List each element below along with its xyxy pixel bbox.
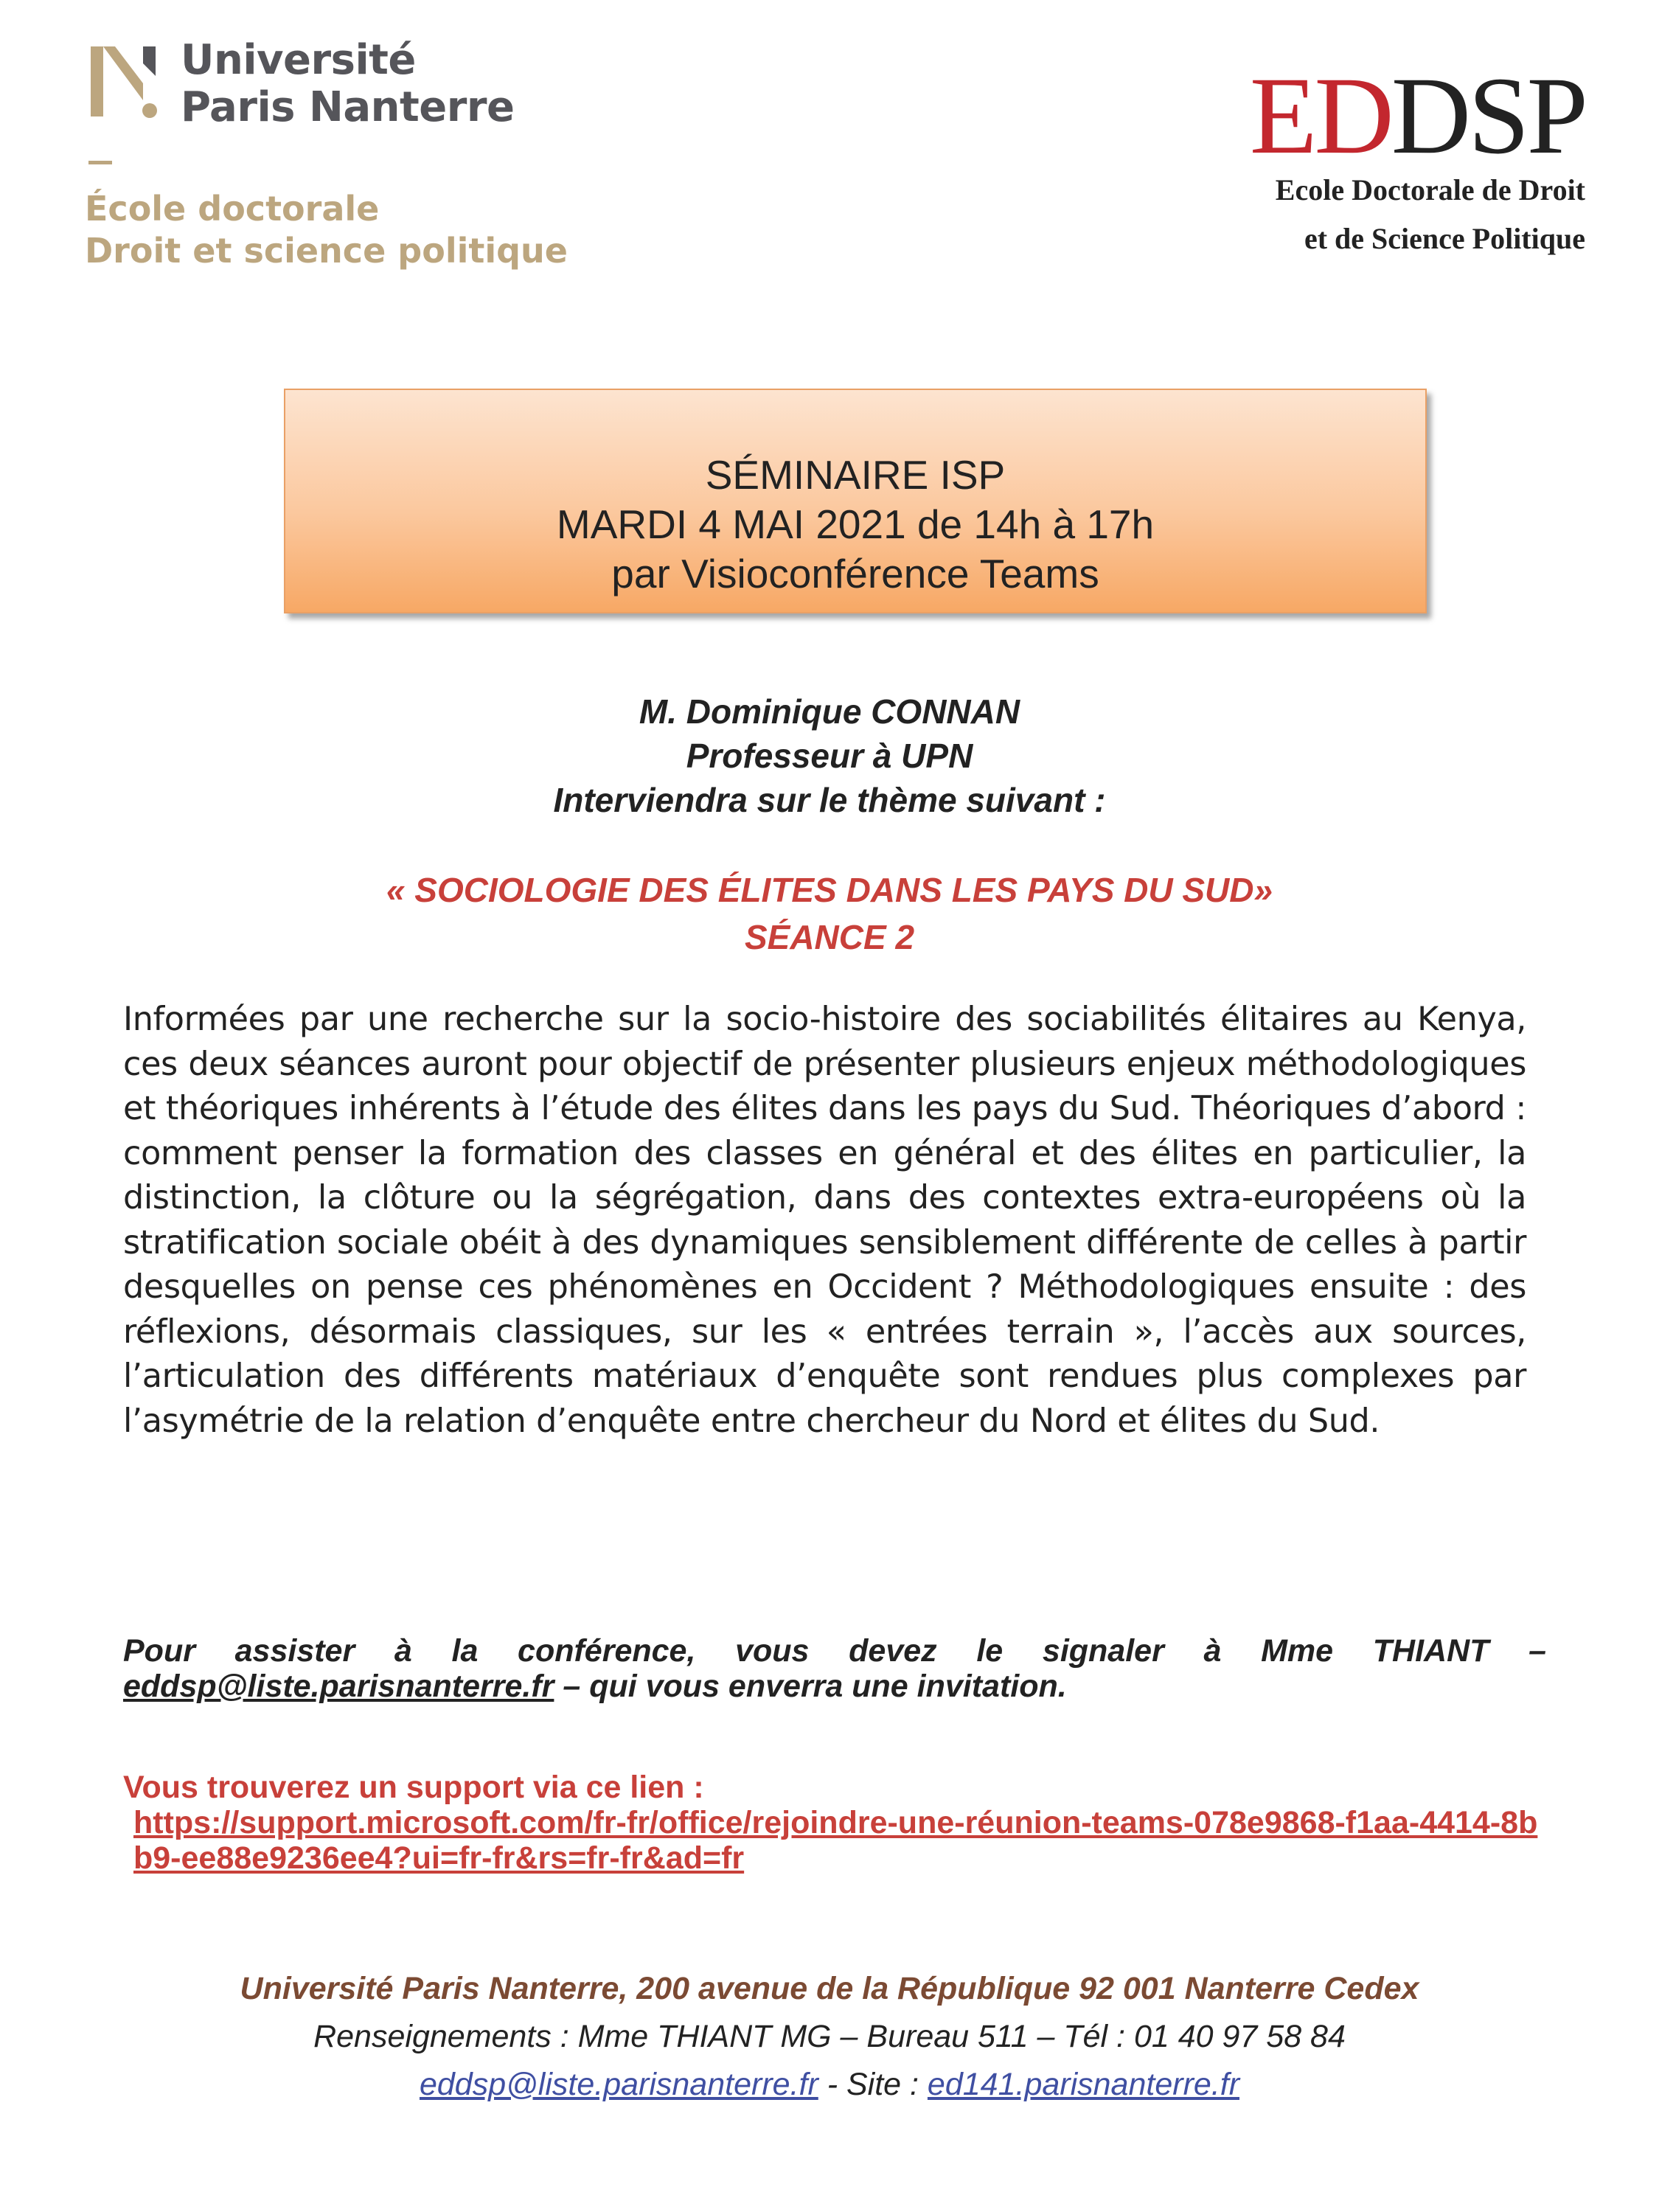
eddsp-subtitle-line1: Ecole Doctorale de Droit xyxy=(1275,173,1585,206)
support-intro: Vous trouverez un support via ce lien : xyxy=(123,1770,704,1805)
upn-emblem-icon xyxy=(87,43,168,124)
seminar-format: par Visioconférence Teams xyxy=(611,551,1099,597)
university-name: Université Paris Nanterre xyxy=(181,36,515,131)
seminar-date: MARDI 4 MAI 2021 de 14h à 17h xyxy=(556,501,1155,547)
university-logo xyxy=(81,36,568,280)
university-name-line2: Paris Nanterre xyxy=(181,83,515,131)
footer-email-link[interactable]: eddsp@liste.parisnanterre.fr xyxy=(419,2067,818,2102)
registration-line1: Pour assister à la conférence, vous devez le signaler à Mme THIANT – xyxy=(123,1633,1546,1669)
registration-note xyxy=(123,1633,1546,1704)
session-number: SÉANCE 2 xyxy=(744,918,915,956)
footer xyxy=(111,1965,1548,2109)
speaker-title: Professeur à UPN xyxy=(686,737,973,775)
eddsp-subtitle-line2: et de Science Politique xyxy=(1304,222,1585,255)
registration-email-link[interactable]: eddsp@liste.parisnanterre.fr xyxy=(123,1669,554,1704)
registration-line2 xyxy=(123,1669,1546,1704)
registration-line2-rest: – qui vous enverra une invitation. xyxy=(554,1669,1067,1704)
seminar-description: Informées par une recherche sur la socio-histoire des sociabilités élitaires au Kenya, ces deux séances auront pour objectif de présenter plusieurs enjeux méthodologiques et théoriques inhérents à l’étude des élites dans les pays du Sud. Théoriques d’abord : comment penser la formation des classes en général et des élites en particulier, la distinction, la clôture ou la ségrégation, dans des contextes extra-européens où la stratification sociale obéit à des dynamiques sensiblement différente de celles à partir desquelles on pense ces phénomènes en Occident ? Méthodologiques ensuite : des réflexions, désormais classiques, sur les « entrées terrain », l’accès aux sources, l’articulation des différents matériaux d’enquête sont rendues plus complexes par l’asymétrie de la relation d’enquête entre chercheur du Nord et élites du Sud. xyxy=(123,1001,1526,1440)
support-link[interactable]: https://support.microsoft.com/fr-fr/office/rejoindre-une-réunion-teams-078e9868-f1aa-4414-8bb9-ee88e9236ee4?ui=fr-fr&rs=fr-fr&ad=fr xyxy=(133,1805,1538,1876)
seminar-banner xyxy=(284,389,1427,613)
seminar-title: SÉMINAIRE ISP xyxy=(705,452,1006,498)
footer-address: Université Paris Nanterre, 200 avenue de la République 92 001 Nanterre Cedex xyxy=(240,1971,1419,2006)
footer-contact-info: Renseignements : Mme THIANT MG – Bureau 511 – Tél : 01 40 97 58 84 xyxy=(313,2019,1346,2054)
speaker-intro: Interviendra sur le thème suivant : xyxy=(553,781,1106,819)
footer-links xyxy=(111,2061,1548,2109)
eddsp-wordmark: EDDSP xyxy=(1249,55,1585,177)
theme-title: « SOCIOLOGIE DES ÉLITES DANS LES PAYS DU SUD» xyxy=(386,871,1273,909)
speaker-block xyxy=(221,689,1438,822)
eddsp-logo xyxy=(1202,55,1585,258)
footer-site-link[interactable]: ed141.parisnanterre.fr xyxy=(927,2067,1240,2102)
doctoral-school-name: École doctorale Droit et science politique xyxy=(85,189,568,271)
footer-site-label: - Site : xyxy=(818,2067,928,2102)
theme-block xyxy=(221,866,1438,961)
speaker-name: M. Dominique CONNAN xyxy=(639,692,1020,731)
support-block xyxy=(123,1770,1554,1876)
logo-divider xyxy=(88,161,112,164)
